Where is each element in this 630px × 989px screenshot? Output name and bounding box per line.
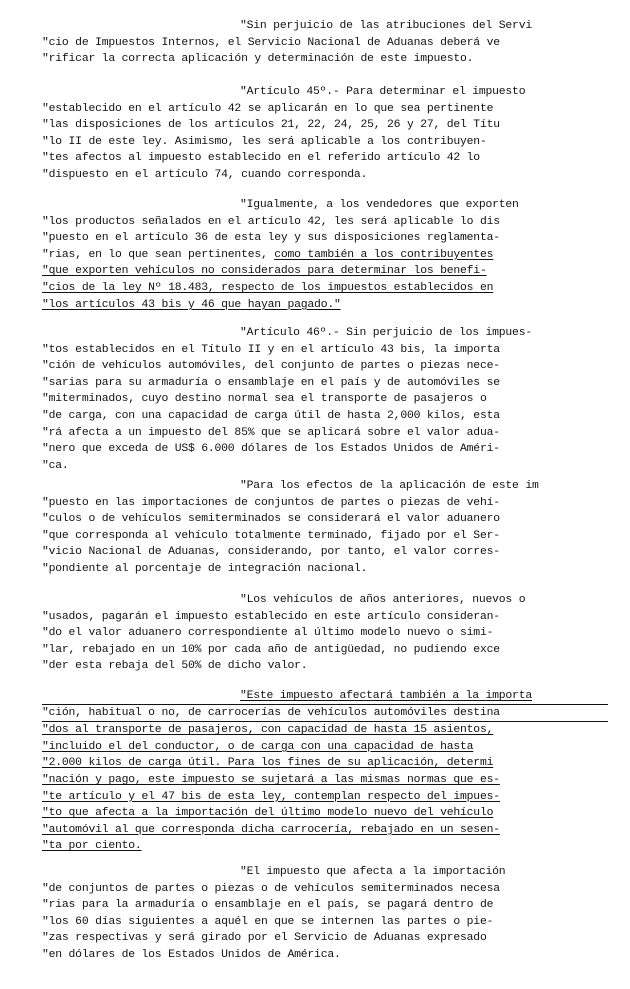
paragraph-6: [42, 592, 608, 675]
text-line: "rias para la armaduría o ensamblaje en el país, se pagará dentro de: [42, 899, 494, 912]
paragraph-1: [42, 18, 608, 68]
text-line: "Para los efectos de la aplicación de este im: [240, 480, 539, 492]
underlined-line: "2.000 kilos de carga útil. Para los fines de su aplicación, determi: [42, 757, 494, 770]
text-line: "puesto en el artículo 36 de esta ley y sus disposiciones reglamenta-: [42, 232, 500, 245]
text-line: "rá afecta a un impuesto del 85% que se aplicará sobre el valor adua-: [42, 426, 500, 439]
text-line: "Sin perjuicio de las atribuciones del Servi: [240, 20, 532, 32]
underlined-line: "los artículos 43 bis y 46 que hayan pagado.": [42, 298, 341, 311]
underlined-line: "dos al transporte de pasajeros, con capacidad de hasta 15 asientos,: [42, 724, 494, 737]
underlined-line: "nación y pago, este impuesto se sujetará a las mismas normas que es-: [42, 773, 500, 786]
text-line: "pondiente al porcentaje de integración nacional.: [42, 562, 368, 575]
text-line: "dispuesto en el artículo 74, cuando corresponda.: [42, 168, 368, 181]
text-line: "de conjuntos de partes o piezas o de vehículos semiterminados necesa: [42, 882, 500, 895]
underlined-line: "que exporten vehículos no considerados para determinar los benefi-: [42, 265, 487, 278]
text-line: "establecido en el artículo 42 se aplicarán en lo que sea pertinente: [42, 102, 494, 115]
text-line: "que corresponda al vehículo totalmente terminado, fijado por el Ser-: [42, 529, 500, 542]
text-line: "ción de vehículos automóviles, del conjunto de partes o piezas nece-: [42, 360, 500, 373]
text-line: "los 60 días siguientes a aquél en que se internen las partes o pie-: [42, 915, 494, 928]
underlined-line: "cios de la ley Nº 18.483, respecto de los impuestos establecidos en: [42, 281, 494, 294]
underlined-line: "incluido el del conductor, o de carga con una capacidad de hasta: [42, 740, 474, 753]
text-line: "puesto en las importaciones de conjuntos de partes o piezas de vehí-: [42, 496, 500, 509]
text-line: "lar, rebajado en un 10% por cada año de antigüedad, no pudiendo exce: [42, 643, 500, 656]
text-line-with-underline: [42, 247, 608, 264]
paragraph-4: [42, 325, 608, 474]
text-line: "culos o de vehículos semiterminados se considerará el valor aduanero: [42, 513, 500, 526]
text-line: "las disposiciones de los artículos 21, 22, 24, 25, 26 y 27, del Títu: [42, 119, 500, 132]
text-line: "vicio Nacional de Aduanas, considerando, por tanto, el valor corres-: [42, 546, 500, 559]
underlined-line: "Este impuesto afectará también a la importa: [240, 690, 532, 702]
text-line: "sarias para su armaduría o ensamblaje en el país y de automóviles se: [42, 376, 500, 389]
text-line: "en dólares de los Estados Unidos de América.: [42, 948, 341, 961]
text-line: "cio de Impuestos Internos, el Servicio Nacional de Aduanas deberá ve: [42, 36, 500, 49]
text-line: "Artículo 45º.- Para determinar el impuesto: [240, 86, 526, 98]
text-line: "de carga, con una capacidad de carga útil de hasta 2,000 kilos, esta: [42, 409, 500, 422]
underlined-line: "ta por ciento.: [42, 840, 142, 853]
text-line: "Artículo 46º.- Sin perjuicio de los impues-: [240, 327, 532, 339]
underlined-text: como también a los contribuyentes: [274, 248, 494, 261]
text-line: "Los vehículos de años anteriores, nuevos o: [240, 594, 526, 606]
paragraph-3: [42, 197, 608, 313]
text-line: "ca.: [42, 459, 69, 472]
text-line: "tos establecidos en el Título II y en el artículo 43 bis, la importa: [42, 343, 500, 356]
text-line: "El impuesto que afecta a la importación: [240, 866, 506, 878]
paragraph-8: [42, 864, 608, 964]
text-line: "nero que exceda de US$ 6.000 dólares de los Estados Unidos de Améri-: [42, 443, 500, 456]
paragraph-2: [42, 84, 608, 184]
underlined-line: "te artículo y el 47 bis de esta ley, contemplan respecto del impues-: [42, 790, 500, 803]
text-line: "usados, pagarán el impuesto establecido en este artículo consideran-: [42, 610, 500, 623]
underlined-line: "automóvil al que corresponda dicha carrocería, rebajado en un sesen-: [42, 823, 500, 836]
margin-rule: [42, 704, 608, 705]
underlined-line: "to que afecta a la importación del último modelo nuevo del vehículo: [42, 807, 494, 820]
text-line: "miterminados, cuyo destino normal sea el transporte de pasajeros o: [42, 393, 487, 406]
paragraph-5: [42, 478, 608, 578]
boxed-line: "ción, habitual o no, de carrocerías de vehículos automóviles destina: [42, 705, 608, 723]
text-line: "los productos señalados en el artículo 42, les será aplicable lo dis: [42, 215, 500, 228]
text-line: "lo II de este ley. Asimismo, les será aplicable a los contribuyen-: [42, 135, 487, 148]
text-line: "do el valor aduanero correspondiente al último modelo nuevo o simi-: [42, 627, 494, 640]
text-line: "zas respectivas y será girado por el Servicio de Aduanas expresado: [42, 932, 487, 945]
text-fragment: "rias, en lo que sean pertinentes,: [42, 248, 268, 261]
text-line: "Igualmente, a los vendedores que exporten: [240, 199, 519, 211]
text-line: "der esta rebaja del 50% de dicho valor.: [42, 660, 308, 673]
text-line: "tes afectos al impuesto establecido en el referido artículo 42 lo: [42, 152, 480, 165]
text-line: "rificar la correcta aplicación y determinación de este impuesto.: [42, 53, 474, 66]
paragraph-7: [42, 688, 608, 855]
